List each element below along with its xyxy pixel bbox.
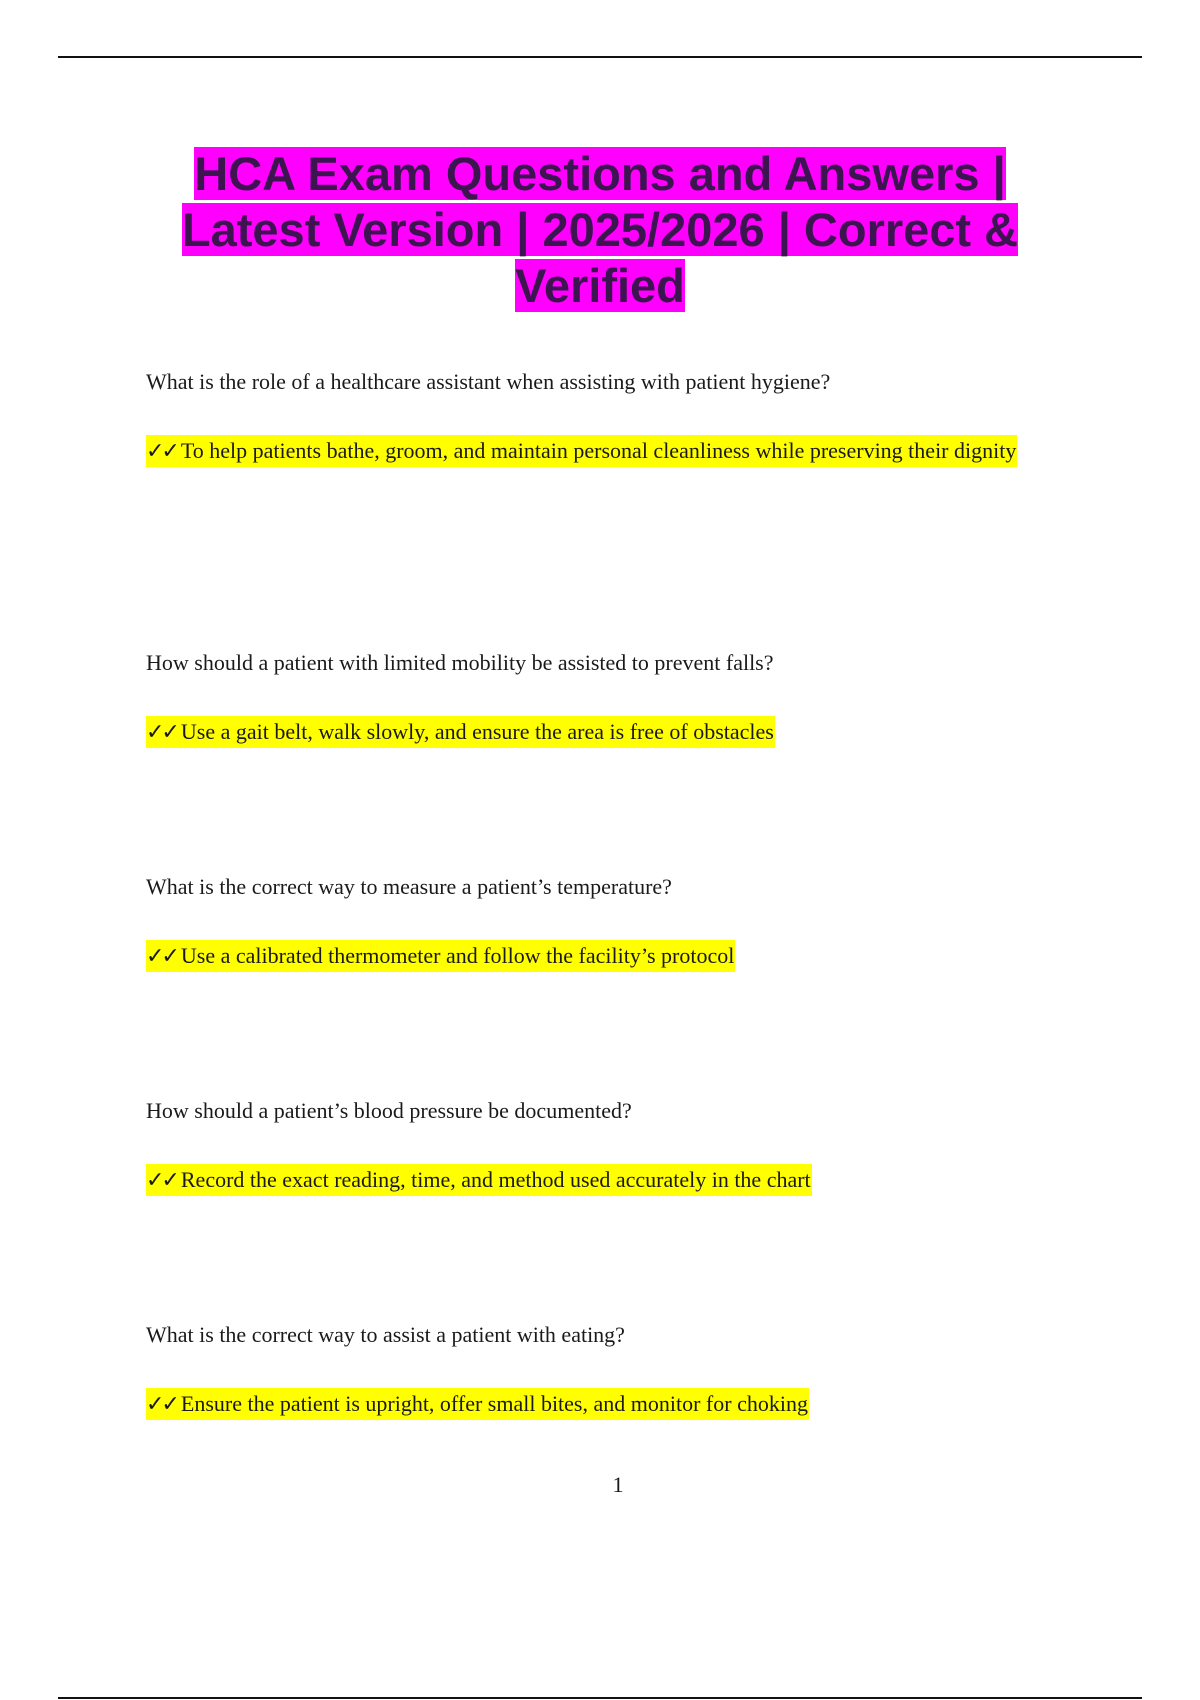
page-number: 1 (612, 1472, 624, 1497)
answer-highlight (146, 940, 735, 972)
double-check-icon: ✓✓ (146, 439, 177, 464)
answer-text (146, 1374, 1066, 1435)
question-text: How should a patient with limited mobility be assisted to prevent falls? (146, 650, 774, 675)
answer-text (146, 1150, 1066, 1211)
answer-highlight (146, 1164, 812, 1196)
question-text: What is the correct way to assist a patient with eating? (146, 1322, 625, 1347)
answer-highlight (146, 435, 1017, 467)
qa-item-2 (146, 650, 1066, 763)
question-text: What is the correct way to measure a patient’s temperature? (146, 874, 672, 899)
answer-body: Use a calibrated thermometer and follow the facility’s protocol (180, 943, 735, 968)
question-text: What is the role of a healthcare assistant when assisting with patient hygiene? (146, 369, 831, 394)
answer-body: To help patients bathe, groom, and maintain personal cleanliness while preserving their dignity (180, 438, 1017, 463)
answer-body: Use a gait belt, walk slowly, and ensure the area is free of obstacles (180, 719, 774, 744)
question-text: How should a patient’s blood pressure be documented? (146, 1098, 632, 1123)
qa-item-5 (146, 1322, 1066, 1435)
double-check-icon: ✓✓ (146, 720, 177, 745)
qa-item-1 (146, 369, 1066, 482)
document-title-text: HCA Exam Questions and Answers | Latest Version | 2025/2026 | Correct & Verified (181, 147, 1019, 312)
answer-text (146, 702, 1066, 763)
header-rule (58, 56, 1142, 58)
qa-item-4 (146, 1098, 1066, 1211)
answer-body: Ensure the patient is upright, offer small bites, and monitor for choking (180, 1391, 808, 1416)
footer-rule (58, 1697, 1142, 1699)
answer-text (146, 926, 1066, 987)
double-check-icon: ✓✓ (146, 1392, 177, 1417)
answer-text (146, 421, 1066, 482)
answer-highlight (146, 1388, 809, 1420)
answer-body: Record the exact reading, time, and method used accurately in the chart (180, 1167, 811, 1192)
document-title (150, 146, 1050, 314)
qa-item-3 (146, 874, 1066, 987)
double-check-icon: ✓✓ (146, 1168, 177, 1193)
answer-highlight (146, 716, 775, 748)
double-check-icon: ✓✓ (146, 944, 177, 969)
